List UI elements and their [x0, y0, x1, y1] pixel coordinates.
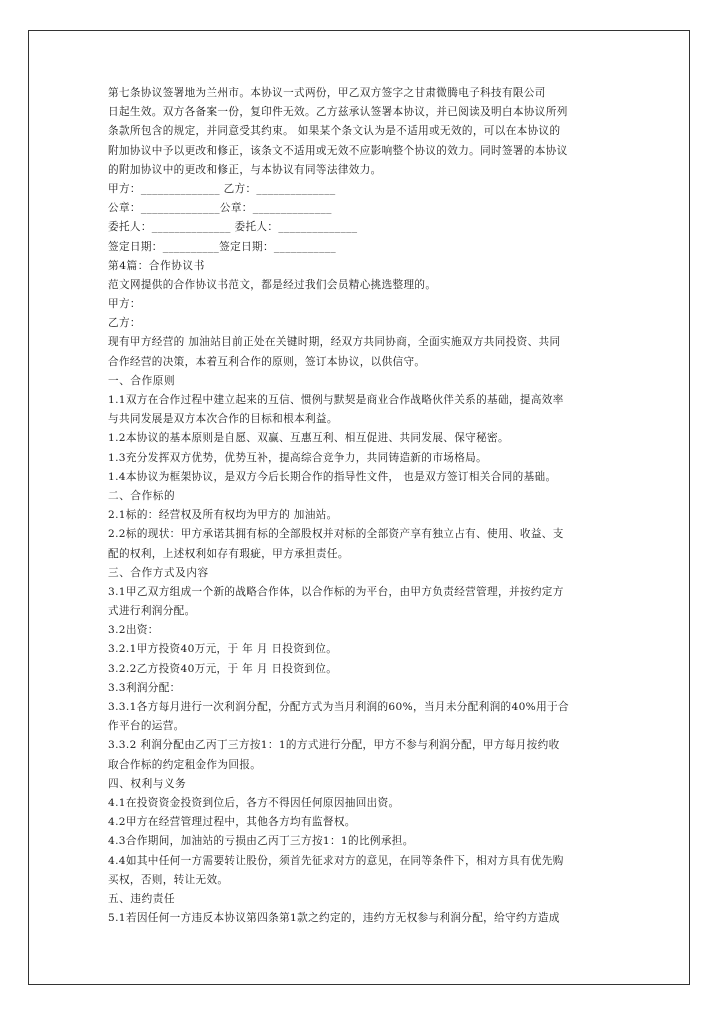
- text-line: 2.1标的：经营权及所有权均为甲方的 加油站。: [108, 509, 338, 522]
- party-b-label: 乙方：: [108, 317, 141, 330]
- text-line: 1.2本协议的基本原则是自愿、双赢、互惠互利、相互促进、共同发展、保守秘密。: [108, 432, 509, 445]
- text-line: 5.1若因任何一方违反本协议第四条第1款之约定的，违约方无权参与利润分配，给守约方造成: [108, 912, 560, 925]
- text-line: 合作经营的决策，本着互利合作的原则，签订本协议，以供信守。: [108, 355, 426, 368]
- text-line: 1.4本协议为框架协议，是双方今后长期合作的指导性文件， 也是双方签订相关合同的基础。: [108, 470, 557, 483]
- signature-line-date: 签定日期：__________签定日期：___________: [108, 240, 337, 253]
- section-heading: 五、违约责任: [108, 892, 176, 905]
- party-a-label: 甲方：: [108, 298, 141, 311]
- text-line: 取合作标的约定租金作为回报。: [108, 758, 262, 771]
- text-line: 配的权利，上述权利如存有瑕疵，甲方承担责任。: [108, 547, 349, 560]
- text-line: 1.1双方在合作过程中建立起来的互信、惯例与默契是商业合作战略伙伴关系的基础，提高效率: [108, 394, 564, 406]
- text-line: 第七条协议签署地为兰州市。本协议一式两份，甲乙双方签字之甘肃微腾电子科技有限公司: [108, 87, 546, 99]
- text-line: 3.3.2 利润分配由乙丙丁三方按1：1的方式进行分配，甲方不参与利润分配，甲方每月按约收: [108, 739, 560, 752]
- section-heading: 四、权利与义务: [108, 777, 187, 790]
- signature-line-agent: 委托人：______________ 委托人：______________: [108, 221, 358, 234]
- text-line: 附加协议中予以更改和修正，该条文不适用或无效不应影响整个协议的效力。同时签署的本协议: [108, 144, 568, 157]
- text-line: 范文网提供的合作协议书范文，都是经过我们会员精心挑选整理的。: [108, 278, 437, 291]
- text-line: 3.1甲乙双方组成一个新的战略合作体，以合作标的为平台，由甲方负责经营管理，并按约定方: [108, 585, 564, 598]
- text-line: 3.2.2乙方投资40万元，于 年 月 日投资到位。: [108, 662, 338, 675]
- section-heading: 一、合作原则: [108, 374, 176, 387]
- text-line: 与共同发展是双方本次合作的目标和根本利益。: [108, 413, 338, 426]
- text-line: 现有甲方经营的 加油站目前正处在关键时期，经双方共同协商，全面实施双方共同投资、共同: [108, 336, 561, 349]
- text-line: 的附加协议中的更改和修正，与本协议有同等法律效力。: [108, 163, 382, 176]
- signature-line-seal: 公章：______________公章：______________: [108, 202, 332, 215]
- text-line: 式进行利润分配。: [108, 605, 196, 618]
- text-line: 4.4如其中任何一方需要转让股份，须首先征求对方的意见，在同等条件下，相对方具有优先购: [108, 854, 564, 867]
- section-heading: 二、合作标的: [108, 489, 176, 502]
- document-body: [108, 84, 614, 928]
- section-heading: 三、合作方式及内容: [108, 566, 209, 579]
- text-line: 3.3.1各方每月进行一次利润分配，分配方式为当月利润的60%，当月未分配利润的40%用于合: [108, 701, 569, 713]
- text-line: 3.3利润分配：: [108, 681, 181, 694]
- text-line: 作平台的运营。: [108, 720, 185, 733]
- signature-line-party: 甲方：______________ 乙方：______________: [108, 182, 336, 195]
- text-line: 买权，否则，转让无效。: [108, 873, 229, 886]
- text-line: 4.3合作期间，加油站的亏损由乙丙丁三方按1：1的比例承担。: [108, 835, 414, 848]
- text-line: 3.2.1甲方投资40万元，于 年 月 日投资到位。: [108, 643, 338, 656]
- text-line: 3.2出资：: [108, 624, 159, 637]
- text-line: 4.2甲方在经营管理过程中，其他各方均有监督权。: [108, 816, 356, 829]
- section-title: 第4篇：合作协议书: [108, 259, 205, 272]
- text-line: 日起生效。双方各备案一份，复印件无效。乙方兹承认签署本协议，并已阅读及明白本协议所列: [108, 106, 568, 119]
- text-line: 2.2标的现状：甲方承诺其拥有标的全部股权并对标的全部资产享有独立占有、使用、收益、支: [108, 528, 564, 541]
- text-line: 4.1在投资资金投资到位后，各方不得因任何原因抽回出资。: [108, 796, 400, 809]
- text-line: 1.3充分发挥双方优势，优势互补，提高综合竞争力，共同铸造新的市场格局。: [108, 451, 488, 464]
- text-line: 条款所包含的规定，并同意受其约束。 如果某个条文认为是不适用或无效的，可以在本协议的: [108, 125, 561, 138]
